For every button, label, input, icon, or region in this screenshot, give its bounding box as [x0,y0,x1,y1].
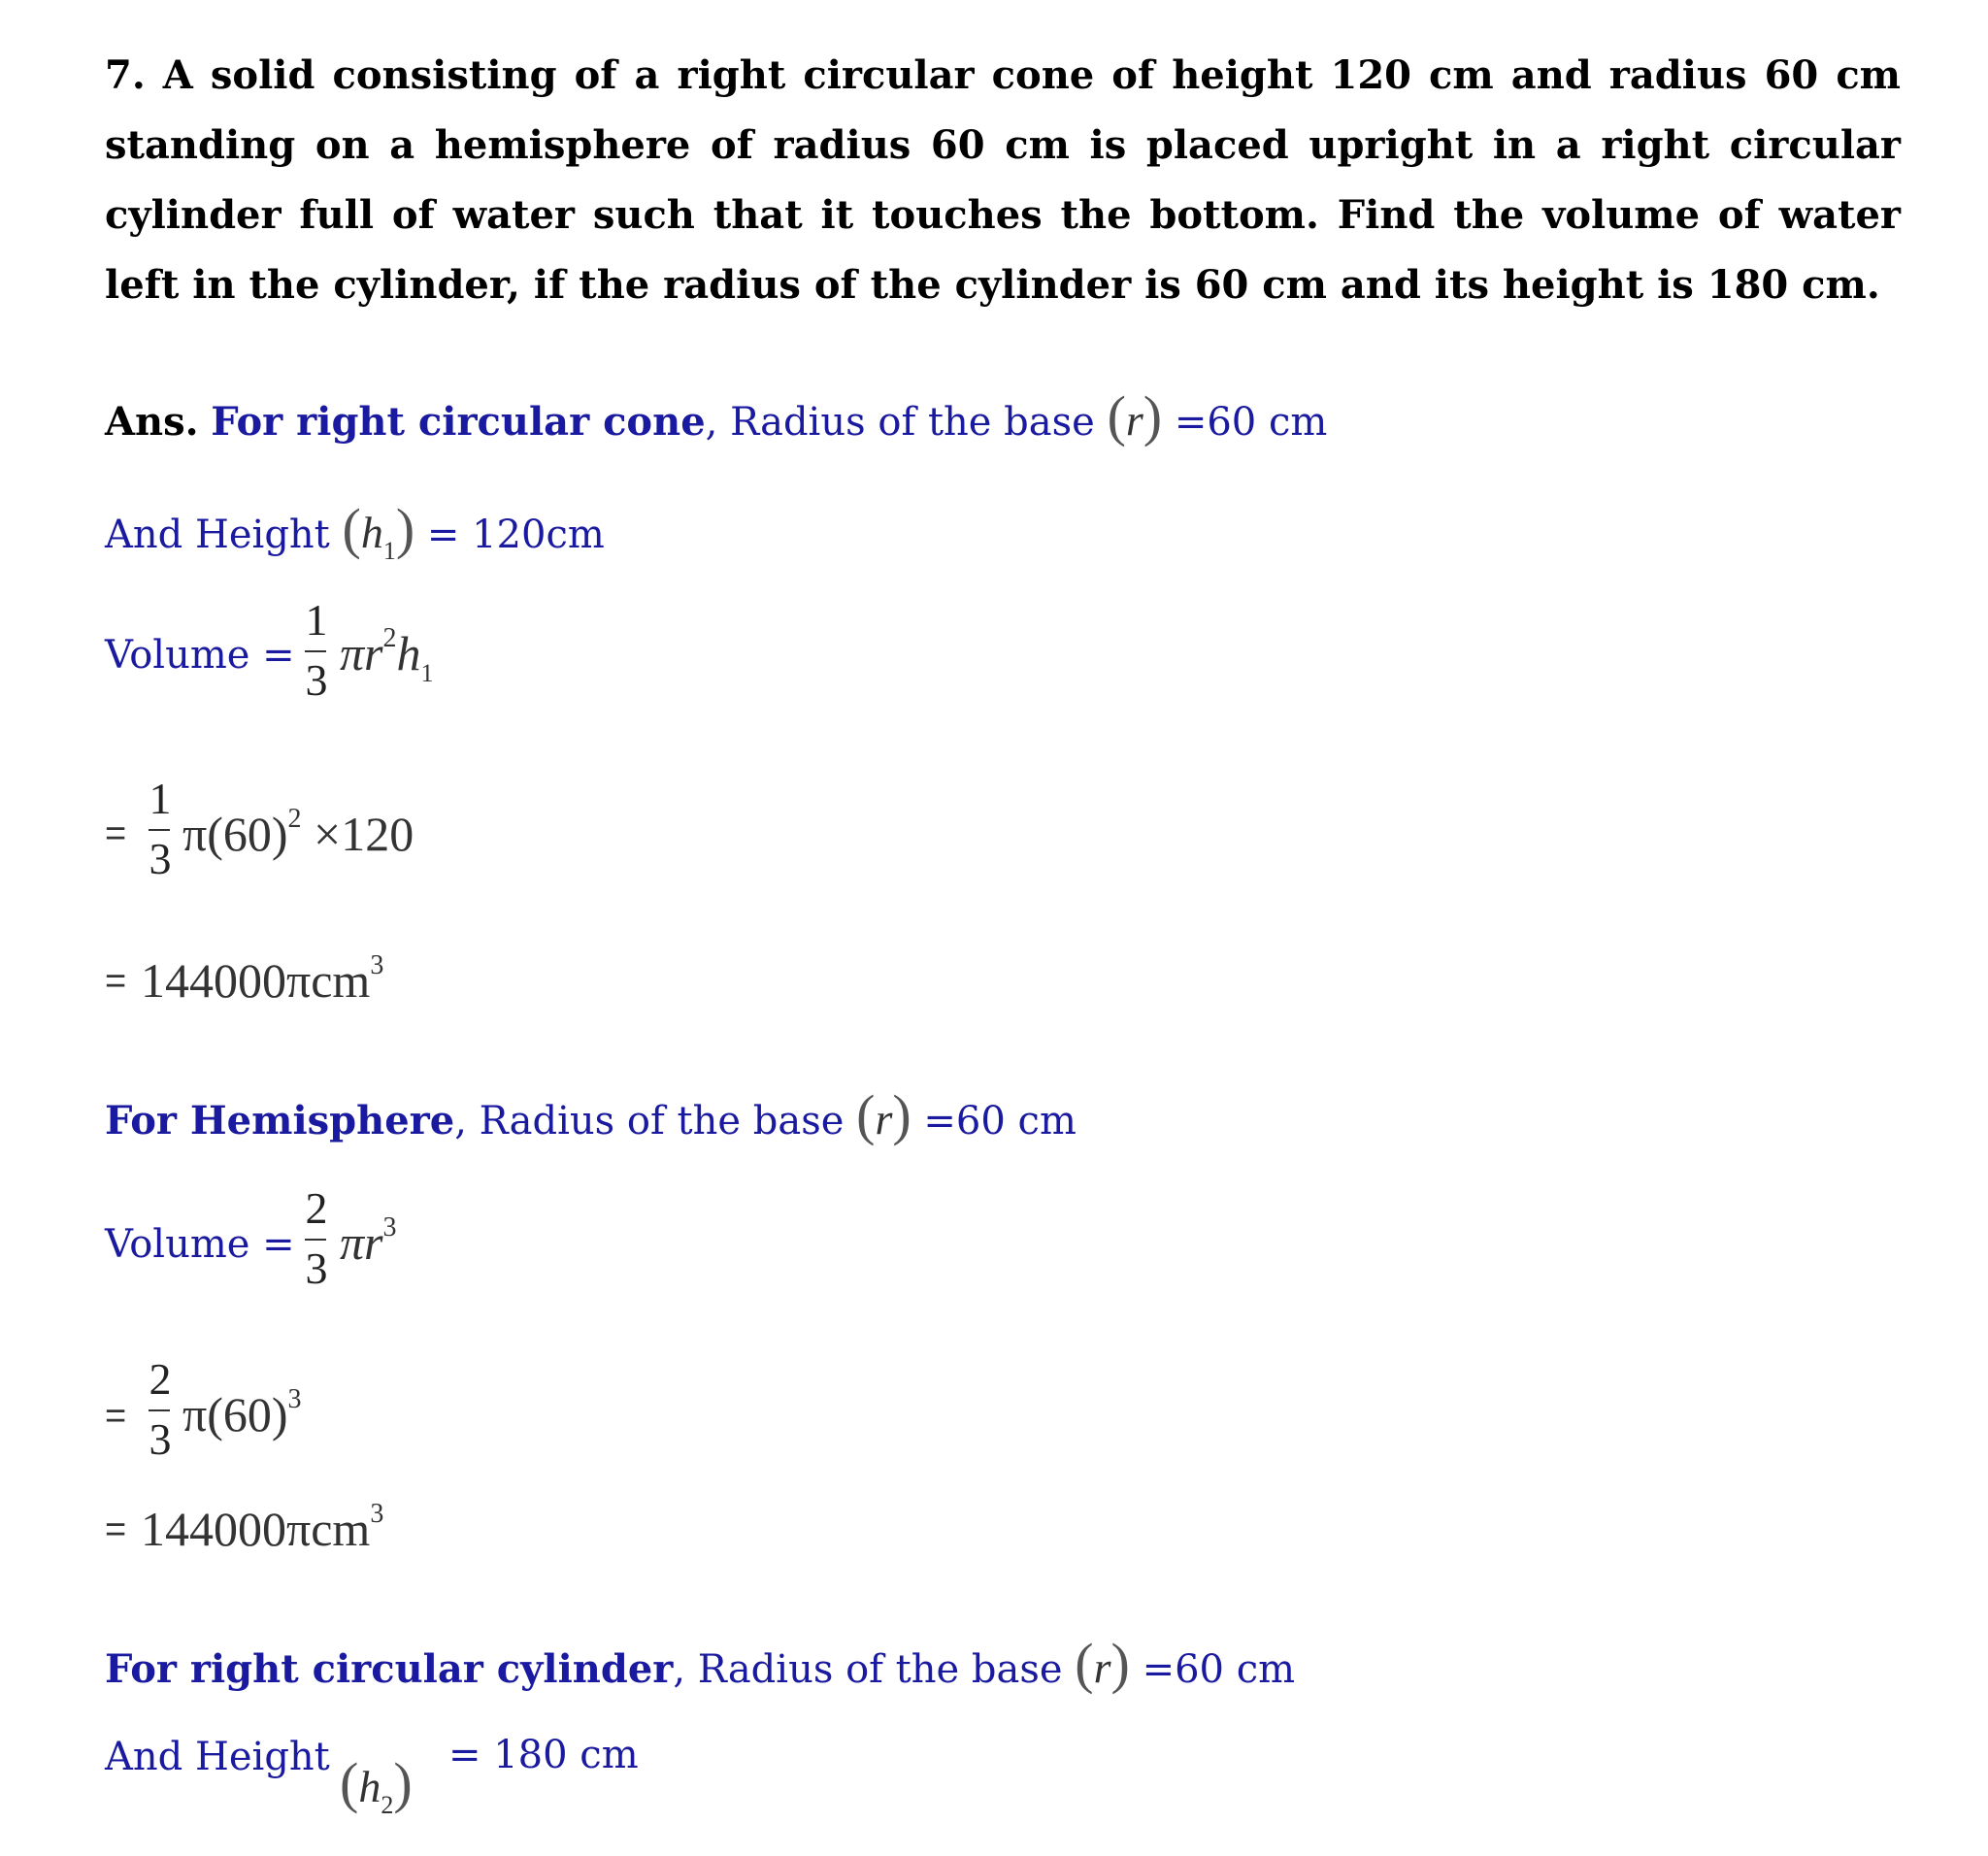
cone-formula-body: $\pi r^2h_1$ [340,623,434,687]
fraction-denominator: 3 [305,655,328,705]
cone-height-text: And Height [105,513,330,557]
cylinder-radius-var: r [1093,1642,1111,1692]
hemisphere-radius-text: , Radius of the base [454,1099,845,1143]
cylinder-height-var-group: $(h_2)$ [340,1751,413,1819]
cylinder-height-text: And Height [105,1735,330,1779]
cylinder-heading: For right circular cylinder [105,1646,674,1692]
cone-height-sub: 1 [382,537,396,565]
hemisphere-step-equals: = [105,1396,127,1437]
hemisphere-step-body: $\pi(60)^3$ [182,1384,302,1442]
cone-height-line: And Height $(h_1) = 120cm$ [105,497,605,565]
answer-label: Ans. [105,399,199,445]
hemisphere-formula-body: $\pi r^3$ [340,1212,397,1270]
hemisphere-volume-label: Volume = [105,1222,295,1267]
hemisphere-result-equals: = [105,1509,127,1550]
fraction-bar [305,650,326,652]
cone-result-equals: = [105,961,127,1002]
cone-height-var: h [360,508,383,557]
cone-radius-var: r [1125,395,1143,445]
cylinder-radius-text: , Radius of the base [673,1647,1063,1692]
solution-page: 7. A solid consisting of a right circular cone of height 120 cm and radius 60 cm standing on a hemisphere of radius 60 cm is placed upright in a right circular cylinder full of water such that it touches the bottom. Find the volume of water left in the cylinder, if the radius of the cylinder is 60 cm and its height is 180 cm. Ans. For right circular cone, Radius of the base (r) =60 cm And Height $(h_1) = 120cm$ Volume = 1 3 $\pi r^2h_1$ = 1 3 $\pi(60)^2 \times 120$ = 144000πcm$^3$ For Hemisphere, Radius of the base (r) =60 cm Volume = 2 3 $\pi r^3$ = 2 3 $\pi(60)^3$ = 144000πcm$^3$ For right circular cylinder, Radius of the base (r) =60 cm And Height $(h_2)$ = 180 cm [0,0,1988,1856]
cylinder-radius-line: For right circular cylinder, Radius of the base (r) =60 cm [105,1632,1296,1695]
cone-volume-label: Volume = [105,633,295,678]
cylinder-height-value: = 180 cm [448,1733,639,1777]
fraction-numerator: 1 [305,595,328,645]
hemisphere-radius-value: =60 cm [923,1099,1077,1143]
cone-height-value: = 120cm [426,513,605,557]
cone-radius-line: Ans. For right circular cone, Radius of the base (r) =60 cm [105,384,1328,447]
cylinder-height-var: h [358,1762,381,1811]
cone-heading: For right circular cone [211,399,706,445]
cone-step-equals: = [105,813,127,854]
cone-step-body: $\pi(60)^2 \times 120$ [182,804,414,861]
cone-result: 144000πcm$^3$ [141,950,384,1008]
cone-radius-text: , Radius of the base [705,400,1095,445]
cone-radius-value: =60 cm [1174,400,1328,445]
hemisphere-result: 144000πcm$^3$ [141,1499,384,1556]
cylinder-radius-value: =60 cm [1142,1647,1296,1692]
hemisphere-radius-line: For Hemisphere, Radius of the base (r) =60 cm [105,1083,1077,1146]
cylinder-height-sub: 2 [381,1791,394,1819]
hemisphere-heading: For Hemisphere [105,1098,455,1143]
hemisphere-radius-var: r [875,1094,893,1143]
question-text: 7. A solid consisting of a right circular cone of height 120 cm and radius 60 cm standing on a hemisphere of radius 60 cm is placed upright in a right circular cylinder full of water such that it touches the bottom. Find the volume of water left in the cylinder, if the radius of the cylinder is 60 cm and its height is 180 cm. [105,52,1901,308]
